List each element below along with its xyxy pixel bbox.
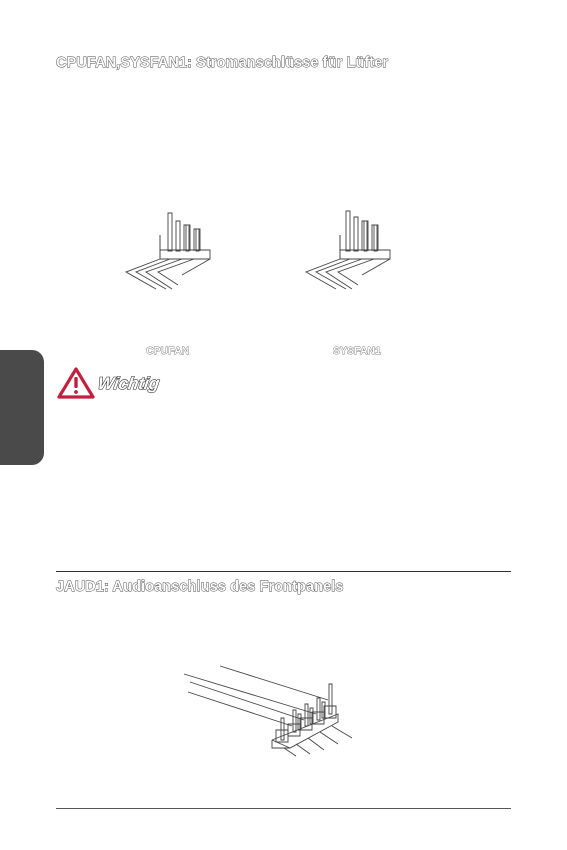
warning-triangle-icon (56, 366, 96, 400)
cpufan-label: CPUFAN (146, 345, 190, 357)
sysfan-connector-diagram (300, 205, 400, 295)
cpufan-connector-diagram (120, 205, 220, 295)
side-tab (0, 350, 44, 465)
section-divider (56, 571, 511, 572)
section-title-fan-connectors: CPUFAN,SYSFAN1: Stromanschlüsse für Lüfter (56, 55, 389, 71)
page-footer-rule (56, 808, 511, 809)
section-title-front-audio: JAUD1: Audioanschluss des Frontpanels (56, 579, 344, 595)
sysfan-label: SYSFAN1 (333, 345, 381, 357)
jaud-connector-diagram (180, 660, 380, 770)
warning-title: Wichtig (96, 374, 161, 393)
